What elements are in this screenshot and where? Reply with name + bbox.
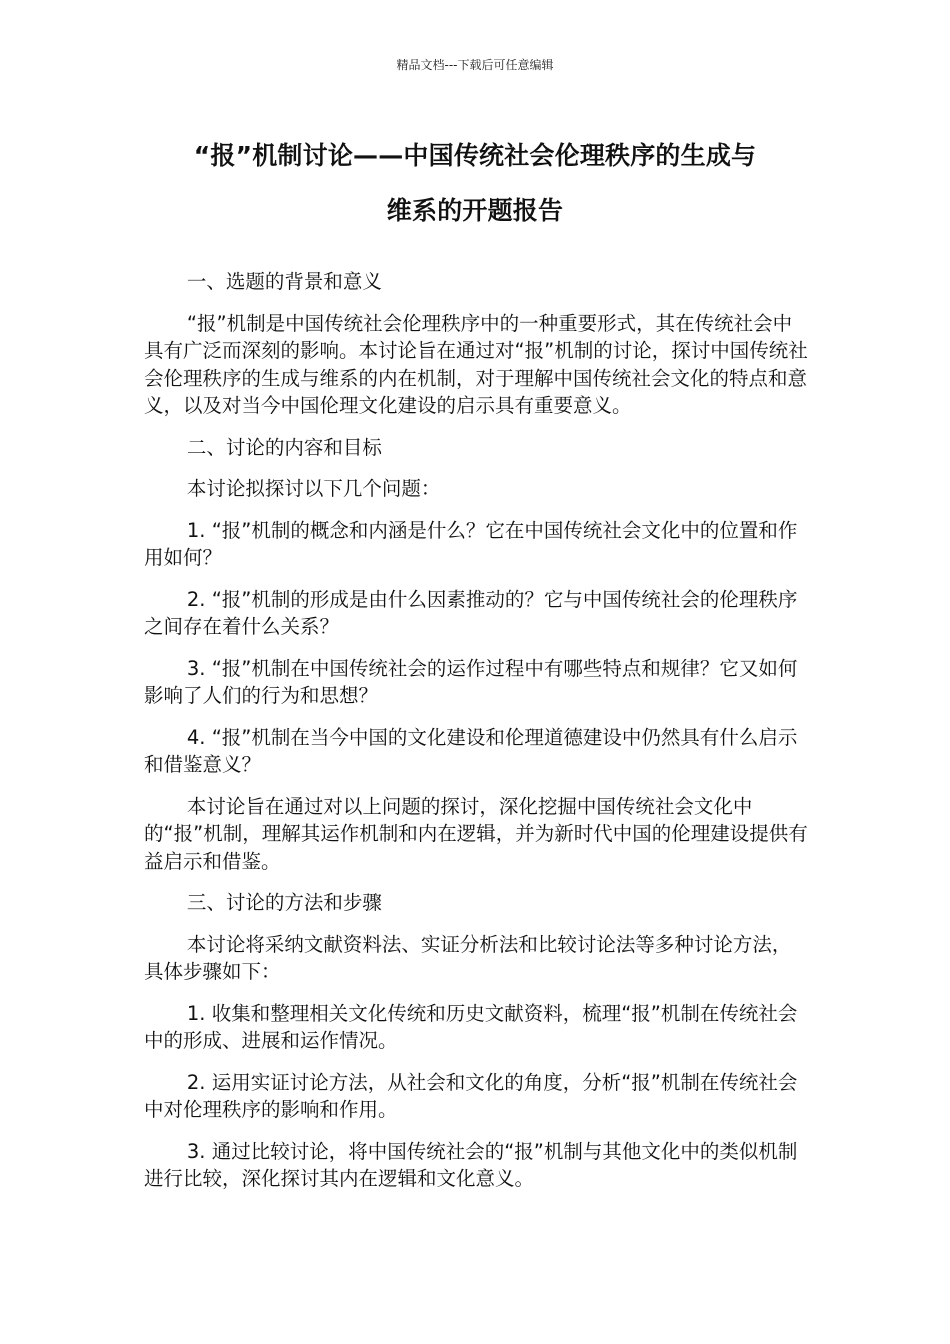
section-heading-content: 二、讨论的内容和目标 — [186, 435, 382, 459]
header-note: 精品文档---下载后可任意编辑 — [396, 58, 554, 72]
paragraph-aim: 本讨论旨在通过对以上问题的探讨，深化挖掘中国传统社会文化中的“报”机制，理解其运作机制和内在逻辑，并为新时代中国的伦理建设提供有益启示和借鉴。 — [144, 794, 808, 873]
title-line-1: “报”机制讨论——中国传统社会伦理秩序的生成与 — [193, 141, 757, 170]
title-line-2: 维系的开题报告 — [386, 196, 564, 225]
question-item: 4. “报”机制在当今中国的文化建设和伦理道德建设中仍然具有什么启示和借鉴意义？ — [144, 725, 798, 776]
paragraph-intro-questions: 本讨论拟探讨以下几个问题： — [186, 477, 441, 500]
document-body — [144, 268, 808, 1207]
section-heading-methods: 三、讨论的方法和步骤 — [186, 891, 382, 914]
step-item: 2. 运用实证讨论方法，从社会和文化的角度，分析“报”机制在传统社会中对伦理秩序的影响和作用。 — [144, 1070, 798, 1121]
section-heading-background: 一、选题的背景和意义 — [186, 270, 382, 293]
question-item: 2. “报”机制的形成是由什么因素推动的？它与中国传统社会的伦理秩序之间存在着什么关系？ — [144, 587, 798, 638]
step-item: 1. 收集和整理相关文化传统和历史文献资料，梳理“报”机制在传统社会中的形成、进展和运作情况。 — [144, 1001, 798, 1052]
paragraph-background: “报”机制是中国传统社会伦理秩序中的一种重要形式，其在传统社会中具有广泛而深刻的影响。本讨论旨在通过对“报”机制的讨论，探讨中国传统社会伦理秩序的生成与维系的内在机制，对于理解中国传统社会文化的特点和意义，以及对当今中国伦理文化建设的启示具有重要意义。 — [144, 311, 808, 417]
question-item: 1. “报”机制的概念和内涵是什么？它在中国传统社会文化中的位置和作用如何？ — [144, 518, 798, 569]
step-item: 3. 通过比较讨论，将中国传统社会的“报”机制与其他文化中的类似机制进行比较，深化探讨其内在逻辑和文化意义。 — [144, 1139, 798, 1190]
paragraph-methods-intro: 本讨论将采纳文献资料法、实证分析法和比较讨论法等多种讨论方法，具体步骤如下： — [144, 932, 792, 983]
question-item: 3. “报”机制在中国传统社会的运作过程中有哪些特点和规律？它又如何影响了人们的行为和思想？ — [144, 656, 798, 707]
document-title — [140, 128, 810, 238]
